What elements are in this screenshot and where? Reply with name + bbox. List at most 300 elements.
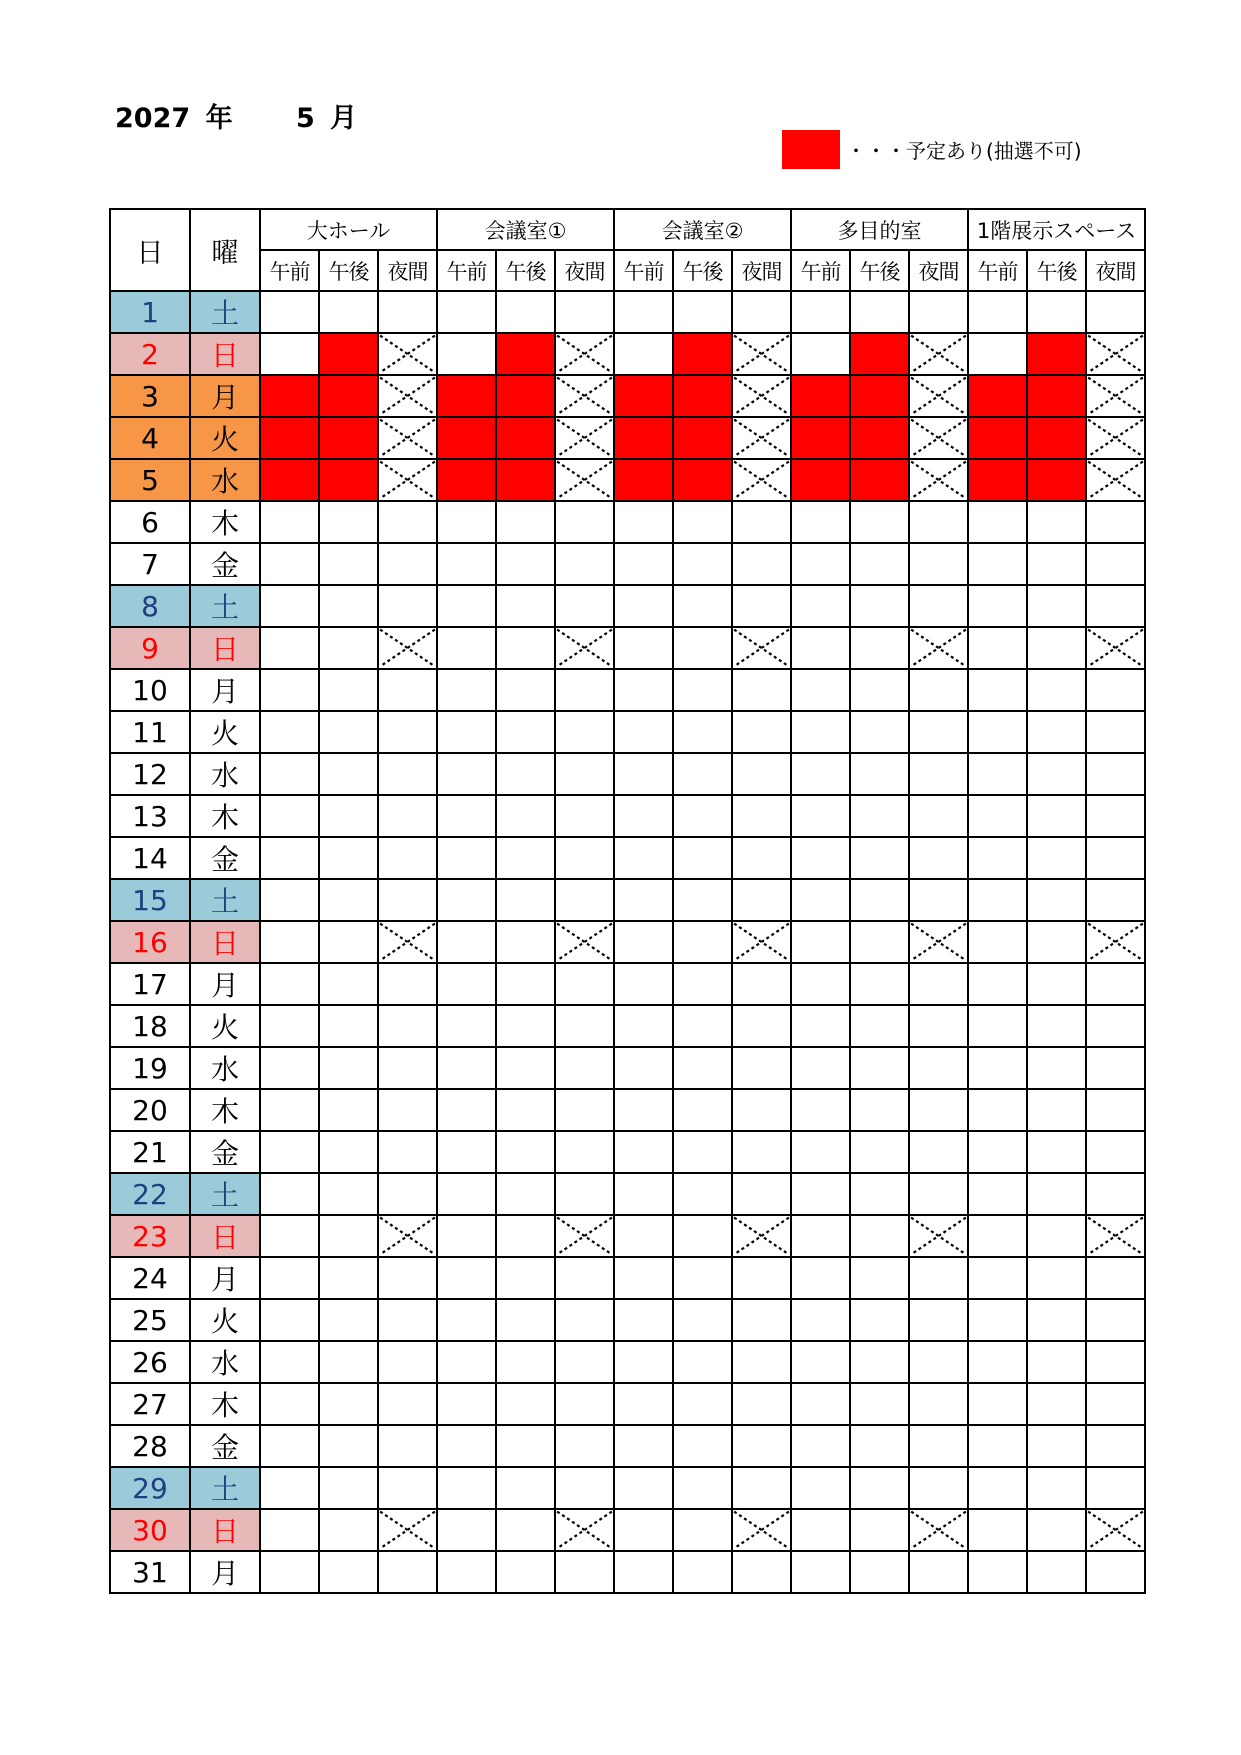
open-slot <box>909 1005 968 1047</box>
open-slot <box>260 1383 319 1425</box>
open-slot <box>496 1173 555 1215</box>
unavailable-slot <box>555 1509 614 1551</box>
open-slot <box>850 963 909 1005</box>
booked-slot <box>968 417 1027 459</box>
unavailable-cross-icon <box>379 922 436 962</box>
open-slot <box>909 291 968 333</box>
unavailable-cross-icon <box>1087 628 1144 668</box>
open-slot <box>378 501 437 543</box>
slot-header-afternoon: 午後 <box>319 250 378 291</box>
open-slot <box>791 1005 850 1047</box>
open-slot <box>437 585 496 627</box>
open-slot <box>260 1005 319 1047</box>
open-slot <box>496 1047 555 1089</box>
open-slot <box>909 1299 968 1341</box>
open-slot <box>1086 1299 1145 1341</box>
slot-header-morning: 午前 <box>260 250 319 291</box>
open-slot <box>378 669 437 711</box>
open-slot <box>732 1257 791 1299</box>
booked-slot <box>850 375 909 417</box>
unavailable-cross-icon <box>556 376 613 416</box>
open-slot <box>850 1551 909 1593</box>
unavailable-slot <box>732 1215 791 1257</box>
open-slot <box>1086 837 1145 879</box>
open-slot <box>319 963 378 1005</box>
open-slot <box>319 291 378 333</box>
open-slot <box>968 753 1027 795</box>
weekday-label: 土 <box>190 1173 260 1215</box>
open-slot <box>319 1467 378 1509</box>
day-number: 11 <box>110 711 190 753</box>
open-slot <box>496 921 555 963</box>
open-slot <box>437 1047 496 1089</box>
open-slot <box>850 1131 909 1173</box>
open-slot <box>909 837 968 879</box>
open-slot <box>850 753 909 795</box>
legend-booked-swatch <box>782 130 840 169</box>
open-slot <box>732 543 791 585</box>
calendar-row <box>110 837 1145 879</box>
unavailable-cross-icon <box>556 1510 613 1550</box>
open-slot <box>791 1509 850 1551</box>
open-slot <box>673 585 732 627</box>
open-slot <box>614 501 673 543</box>
weekday-label: 水 <box>190 1341 260 1383</box>
open-slot <box>496 627 555 669</box>
calendar-row <box>110 795 1145 837</box>
open-slot <box>968 711 1027 753</box>
unavailable-slot <box>732 1509 791 1551</box>
open-slot <box>1027 1257 1086 1299</box>
open-slot <box>260 921 319 963</box>
open-slot <box>496 543 555 585</box>
open-slot <box>319 1257 378 1299</box>
open-slot <box>614 1131 673 1173</box>
open-slot <box>614 543 673 585</box>
open-slot <box>319 753 378 795</box>
open-slot <box>850 1257 909 1299</box>
unavailable-slot <box>1086 921 1145 963</box>
weekday-label: 月 <box>190 963 260 1005</box>
open-slot <box>1086 1383 1145 1425</box>
open-slot <box>614 1341 673 1383</box>
open-slot <box>673 1089 732 1131</box>
booked-slot <box>437 417 496 459</box>
open-slot <box>260 627 319 669</box>
open-slot <box>909 963 968 1005</box>
calendar-row <box>110 291 1145 333</box>
open-slot <box>260 1467 319 1509</box>
booked-slot <box>850 417 909 459</box>
weekday-label: 火 <box>190 417 260 459</box>
open-slot <box>909 1047 968 1089</box>
open-slot <box>673 753 732 795</box>
calendar-row <box>110 921 1145 963</box>
room-header-meeting-1: 会議室① <box>437 209 614 250</box>
slot-header-night: 夜間 <box>378 250 437 291</box>
open-slot <box>378 1341 437 1383</box>
open-slot <box>496 1215 555 1257</box>
open-slot <box>968 795 1027 837</box>
open-slot <box>673 1257 732 1299</box>
weekday-label: 金 <box>190 1425 260 1467</box>
open-slot <box>496 1005 555 1047</box>
slot-header-night: 夜間 <box>909 250 968 291</box>
unavailable-slot <box>1086 1215 1145 1257</box>
day-number: 2 <box>110 333 190 375</box>
open-slot <box>968 1383 1027 1425</box>
open-slot <box>850 1215 909 1257</box>
open-slot <box>614 1089 673 1131</box>
open-slot <box>673 1131 732 1173</box>
weekday-label: 月 <box>190 1257 260 1299</box>
open-slot <box>732 585 791 627</box>
open-slot <box>614 1257 673 1299</box>
open-slot <box>319 585 378 627</box>
open-slot <box>555 1257 614 1299</box>
calendar-row <box>110 1257 1145 1299</box>
slot-header-afternoon: 午後 <box>496 250 555 291</box>
unavailable-cross-icon <box>556 418 613 458</box>
open-slot <box>791 1467 850 1509</box>
open-slot <box>1027 1047 1086 1089</box>
booked-slot <box>791 417 850 459</box>
unavailable-slot <box>909 1509 968 1551</box>
open-slot <box>260 1131 319 1173</box>
unavailable-slot <box>555 921 614 963</box>
day-number: 21 <box>110 1131 190 1173</box>
open-slot <box>260 753 319 795</box>
open-slot <box>732 795 791 837</box>
open-slot <box>614 921 673 963</box>
open-slot <box>496 837 555 879</box>
booked-slot <box>1027 333 1086 375</box>
open-slot <box>260 1215 319 1257</box>
day-number: 9 <box>110 627 190 669</box>
open-slot <box>1086 1341 1145 1383</box>
booked-slot <box>496 375 555 417</box>
open-slot <box>732 501 791 543</box>
day-number: 23 <box>110 1215 190 1257</box>
weekday-label: 土 <box>190 585 260 627</box>
open-slot <box>673 1425 732 1467</box>
legend-text: ・・・予定あり(抽選不可) <box>846 139 1082 163</box>
open-slot <box>850 1299 909 1341</box>
unavailable-slot <box>378 627 437 669</box>
day-number: 17 <box>110 963 190 1005</box>
open-slot <box>437 1089 496 1131</box>
weekday-label: 金 <box>190 1131 260 1173</box>
open-slot <box>732 1299 791 1341</box>
open-slot <box>909 1341 968 1383</box>
open-slot <box>437 1131 496 1173</box>
open-slot <box>319 1509 378 1551</box>
open-slot <box>437 1257 496 1299</box>
slot-header-night: 夜間 <box>1086 250 1145 291</box>
day-number: 4 <box>110 417 190 459</box>
open-slot <box>260 1299 319 1341</box>
slot-header-afternoon: 午後 <box>1027 250 1086 291</box>
open-slot <box>791 879 850 921</box>
unavailable-slot <box>732 375 791 417</box>
open-slot <box>850 837 909 879</box>
open-slot <box>260 837 319 879</box>
open-slot <box>850 1383 909 1425</box>
open-slot <box>732 963 791 1005</box>
open-slot <box>260 669 319 711</box>
open-slot <box>968 1089 1027 1131</box>
open-slot <box>732 837 791 879</box>
open-slot <box>555 1425 614 1467</box>
open-slot <box>260 1551 319 1593</box>
unavailable-cross-icon <box>379 1216 436 1256</box>
unavailable-cross-icon <box>1087 1216 1144 1256</box>
open-slot <box>614 753 673 795</box>
open-slot <box>1086 1257 1145 1299</box>
unavailable-cross-icon <box>733 334 790 374</box>
calendar-row <box>110 1131 1145 1173</box>
open-slot <box>319 879 378 921</box>
open-slot <box>378 1173 437 1215</box>
open-slot <box>909 1383 968 1425</box>
open-slot <box>1027 1005 1086 1047</box>
weekday-label: 金 <box>190 543 260 585</box>
open-slot <box>378 879 437 921</box>
unavailable-cross-icon <box>1087 334 1144 374</box>
open-slot <box>909 879 968 921</box>
open-slot <box>673 1047 732 1089</box>
open-slot <box>378 543 437 585</box>
open-slot <box>673 1341 732 1383</box>
unavailable-cross-icon <box>1087 460 1144 500</box>
open-slot <box>496 1299 555 1341</box>
open-slot <box>1086 879 1145 921</box>
open-slot <box>791 1131 850 1173</box>
open-slot <box>260 543 319 585</box>
weekday-label: 水 <box>190 753 260 795</box>
open-slot <box>909 543 968 585</box>
title-month-label: 月 <box>330 103 358 134</box>
open-slot <box>909 585 968 627</box>
open-slot <box>437 1383 496 1425</box>
open-slot <box>437 963 496 1005</box>
open-slot <box>732 1047 791 1089</box>
open-slot <box>673 1215 732 1257</box>
open-slot <box>1086 1425 1145 1467</box>
unavailable-slot <box>732 333 791 375</box>
calendar-row <box>110 627 1145 669</box>
weekday-label: 日 <box>190 921 260 963</box>
open-slot <box>319 837 378 879</box>
booked-slot <box>319 333 378 375</box>
day-number: 15 <box>110 879 190 921</box>
open-slot <box>850 669 909 711</box>
calendar-row <box>110 1299 1145 1341</box>
slot-header-night: 夜間 <box>555 250 614 291</box>
open-slot <box>555 1383 614 1425</box>
open-slot <box>496 1425 555 1467</box>
open-slot <box>614 1509 673 1551</box>
open-slot <box>319 627 378 669</box>
slot-header-afternoon: 午後 <box>850 250 909 291</box>
open-slot <box>968 1131 1027 1173</box>
open-slot <box>614 333 673 375</box>
open-slot <box>732 1551 791 1593</box>
open-slot <box>909 753 968 795</box>
calendar-row <box>110 375 1145 417</box>
calendar-row <box>110 1551 1145 1593</box>
open-slot <box>791 1215 850 1257</box>
open-slot <box>614 669 673 711</box>
open-slot <box>1027 711 1086 753</box>
unavailable-cross-icon <box>733 1510 790 1550</box>
calendar-row <box>110 543 1145 585</box>
open-slot <box>909 1173 968 1215</box>
open-slot <box>1027 1173 1086 1215</box>
open-slot <box>909 501 968 543</box>
open-slot <box>791 1341 850 1383</box>
open-slot <box>673 1509 732 1551</box>
weekday-label: 木 <box>190 795 260 837</box>
calendar-row <box>110 1215 1145 1257</box>
unavailable-slot <box>909 1215 968 1257</box>
booked-slot <box>437 459 496 501</box>
open-slot <box>909 1089 968 1131</box>
open-slot <box>968 669 1027 711</box>
open-slot <box>1086 1173 1145 1215</box>
open-slot <box>496 1509 555 1551</box>
open-slot <box>260 1257 319 1299</box>
slot-header-morning: 午前 <box>791 250 850 291</box>
booked-slot <box>673 459 732 501</box>
open-slot <box>909 711 968 753</box>
weekday-label: 月 <box>190 1551 260 1593</box>
calendar-row <box>110 501 1145 543</box>
open-slot <box>850 879 909 921</box>
open-slot <box>732 669 791 711</box>
open-slot <box>1086 1047 1145 1089</box>
open-slot <box>260 711 319 753</box>
day-number: 20 <box>110 1089 190 1131</box>
open-slot <box>319 669 378 711</box>
booked-slot <box>260 417 319 459</box>
open-slot <box>850 1089 909 1131</box>
open-slot <box>437 837 496 879</box>
open-slot <box>732 291 791 333</box>
title-year: 2027 <box>115 103 191 134</box>
unavailable-slot <box>909 417 968 459</box>
open-slot <box>260 1089 319 1131</box>
open-slot <box>673 543 732 585</box>
open-slot <box>555 1089 614 1131</box>
unavailable-slot <box>1086 459 1145 501</box>
booked-slot <box>850 333 909 375</box>
booked-slot <box>1027 459 1086 501</box>
open-slot <box>319 1047 378 1089</box>
weekday-label: 月 <box>190 669 260 711</box>
open-slot <box>437 1551 496 1593</box>
open-slot <box>496 669 555 711</box>
unavailable-cross-icon <box>733 460 790 500</box>
booked-slot <box>968 375 1027 417</box>
unavailable-slot <box>378 459 437 501</box>
day-number: 27 <box>110 1383 190 1425</box>
unavailable-cross-icon <box>1087 922 1144 962</box>
open-slot <box>1086 753 1145 795</box>
unavailable-slot <box>378 333 437 375</box>
open-slot <box>968 879 1027 921</box>
day-number: 7 <box>110 543 190 585</box>
open-slot <box>1086 711 1145 753</box>
open-slot <box>437 1173 496 1215</box>
open-slot <box>378 1425 437 1467</box>
day-number: 31 <box>110 1551 190 1593</box>
slot-header-morning: 午前 <box>437 250 496 291</box>
open-slot <box>614 1047 673 1089</box>
open-slot <box>850 1047 909 1089</box>
unavailable-cross-icon <box>910 1216 967 1256</box>
open-slot <box>260 1341 319 1383</box>
open-slot <box>260 795 319 837</box>
open-slot <box>555 753 614 795</box>
unavailable-slot <box>909 333 968 375</box>
open-slot <box>850 627 909 669</box>
open-slot <box>1027 585 1086 627</box>
open-slot <box>732 1005 791 1047</box>
unavailable-cross-icon <box>379 1510 436 1550</box>
open-slot <box>319 1341 378 1383</box>
open-slot <box>496 1089 555 1131</box>
open-slot <box>555 795 614 837</box>
open-slot <box>378 1005 437 1047</box>
unavailable-cross-icon <box>733 922 790 962</box>
open-slot <box>850 501 909 543</box>
open-slot <box>1086 795 1145 837</box>
calendar-row <box>110 1089 1145 1131</box>
booked-slot <box>1027 375 1086 417</box>
open-slot <box>319 921 378 963</box>
calendar-row <box>110 669 1145 711</box>
open-slot <box>732 1467 791 1509</box>
open-slot <box>1027 669 1086 711</box>
open-slot <box>791 1383 850 1425</box>
open-slot <box>968 837 1027 879</box>
unavailable-cross-icon <box>910 922 967 962</box>
booked-slot <box>614 459 673 501</box>
open-slot <box>791 333 850 375</box>
open-slot <box>319 1215 378 1257</box>
open-slot <box>614 1467 673 1509</box>
open-slot <box>791 1425 850 1467</box>
unavailable-slot <box>732 417 791 459</box>
unavailable-cross-icon <box>556 334 613 374</box>
open-slot <box>1027 963 1086 1005</box>
page-title <box>115 96 357 135</box>
open-slot <box>555 711 614 753</box>
weekday-label: 土 <box>190 879 260 921</box>
open-slot <box>1027 1509 1086 1551</box>
open-slot <box>260 291 319 333</box>
open-slot <box>909 1425 968 1467</box>
open-slot <box>555 963 614 1005</box>
open-slot <box>496 1131 555 1173</box>
weekday-label: 火 <box>190 1005 260 1047</box>
open-slot <box>555 501 614 543</box>
open-slot <box>437 795 496 837</box>
open-slot <box>968 1551 1027 1593</box>
day-number: 18 <box>110 1005 190 1047</box>
unavailable-cross-icon <box>379 376 436 416</box>
